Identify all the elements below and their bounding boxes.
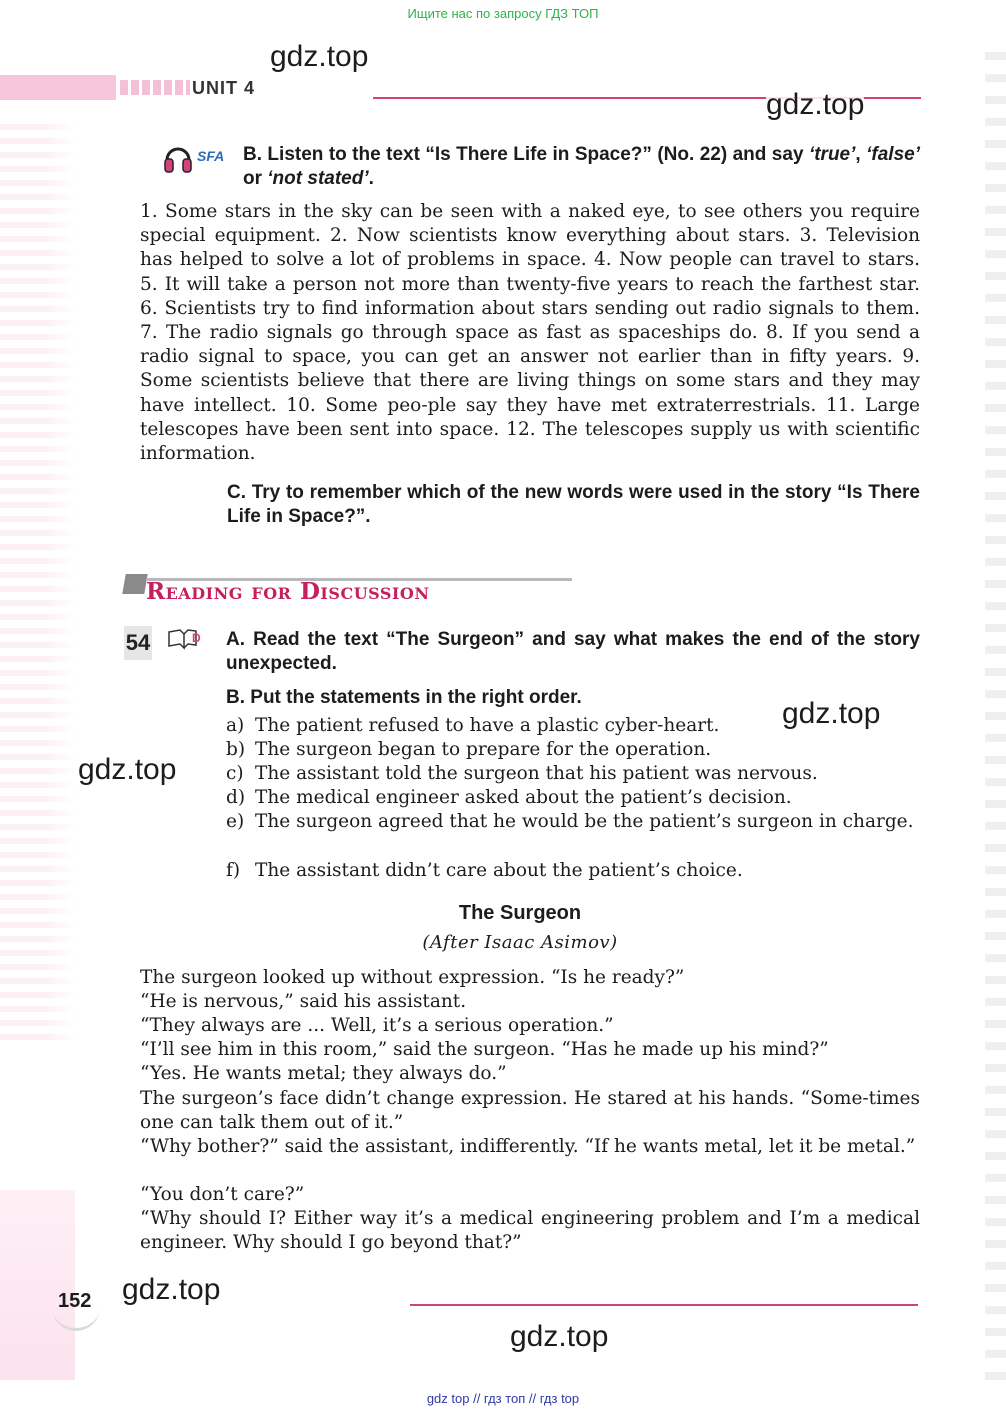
exercise-54b-heading: B. Put the statements in the right order. <box>226 687 582 708</box>
story-author: (After Isaac Asimov) <box>422 932 618 953</box>
page-number: 152 <box>58 1290 92 1312</box>
list-label: d) <box>226 787 246 808</box>
list-text: The patient refused to have a plastic cyber-heart. <box>255 715 720 736</box>
top-search-link[interactable]: Ищите нас по запросу ГДЗ ТОП <box>407 6 599 21</box>
list-item <box>226 786 920 810</box>
story-title: The Surgeon <box>458 902 582 924</box>
list-text: The surgeon agreed that he would be the patient’s surgeon in charge. <box>255 811 914 832</box>
headphones-icon <box>163 142 193 178</box>
story-line: “I’ll see him in this room,” said the surgeon. “Has he made up his mind?” <box>140 1039 829 1060</box>
list-item <box>226 762 920 786</box>
list-label: a) <box>226 715 245 736</box>
story-line: The surgeon looked up without expression. “Is he ready?” <box>140 967 685 988</box>
left-decorative-block <box>0 1190 75 1380</box>
list-label: e) <box>226 811 245 832</box>
bottom-links[interactable]: gdz top // гдз топ // гдз top <box>426 1391 580 1406</box>
story-line: “Yes. He wants metal; they always do.” <box>140 1063 507 1084</box>
list-label: c) <box>226 763 244 784</box>
list-text: The surgeon began to prepare for the operation. <box>255 739 712 760</box>
story-line: “Why bother?” said the assistant, indifferently. “If he wants metal, let it be metal.” <box>140 1136 916 1157</box>
exercise-54a-heading: A. Read the text “The Surgeon” and say what makes the end of the story unexpected. <box>226 629 920 674</box>
reading-book-icon <box>166 628 204 654</box>
exercise-number: 54 <box>124 626 152 660</box>
watermark: gdz.top <box>510 1320 609 1353</box>
unit-label: UNIT 4 <box>192 78 256 98</box>
right-decorative-pattern <box>985 40 1006 1380</box>
list-item <box>226 738 920 762</box>
list-item <box>226 714 920 738</box>
list-item <box>226 810 920 858</box>
unit-color-bar <box>0 75 116 100</box>
exercise-c-heading: C. Try to remember which of the new words were used in the story “Is There Life in Space?”. <box>227 482 920 527</box>
watermark: gdz.top <box>766 88 865 121</box>
list-label: f) <box>226 860 241 881</box>
section-marker <box>122 574 148 594</box>
story-line: “He is nervous,” said his assistant. <box>140 991 467 1012</box>
list-label: b) <box>226 739 246 760</box>
unit-dots-pattern <box>120 80 190 95</box>
section-title: Reading for Discussion <box>146 578 430 605</box>
story-line: “Why should I? Either way it’s a medical engineering problem and I’m a medical engineer. Why should I go beyond that?” <box>140 1208 920 1254</box>
list-text: The medical engineer asked about the patient’s decision. <box>255 787 792 808</box>
exercise-b-heading: B. Listen to the text “Is There Life in Space?” (No. 22) and say ‘true’, ‘false’ or ‘not stated’. <box>243 144 920 189</box>
watermark: gdz.top <box>782 697 881 730</box>
sfa-badge: SFA <box>197 148 225 164</box>
watermark: gdz.top <box>122 1273 221 1306</box>
story-line: “They always are ... Well, it’s a serious operation.” <box>140 1015 614 1036</box>
watermark: gdz.top <box>78 753 177 786</box>
left-decorative-pattern <box>0 120 75 1040</box>
svg-text:D: D <box>192 631 201 645</box>
story-line: “You don’t care?” <box>140 1184 305 1205</box>
footer-rule <box>410 1304 918 1306</box>
list-text: The assistant told the surgeon that his patient was nervous. <box>255 763 818 784</box>
list-item <box>226 859 920 883</box>
watermark: gdz.top <box>270 40 369 73</box>
exercise-b-text: 1. Some stars in the sky can be seen with a naked eye, to see others you require special equipment. 2. Now scientists know everything about stars. 3. Television has helped to solve a lot of problems in space. 4. Now people can travel to stars. 5. It will take a person not more than twenty-five years to reach the farthest star. 6. Scientists try to find information about stars sending out radio signals to them. 7. The radio signals go through space as fast as spaceships do. 8. If you send a radio signal to space, you can get an answer not earlier than in fifty years. 9. Some scientists believe that there are living things on some stars and they may have intellect. 10. Some peo-ple say they have met extraterrestrials. 11. Large telescopes have been sent into space. 12. The telescopes supply us with scientific information. <box>140 201 920 465</box>
list-text: The assistant didn’t care about the patient’s choice. <box>255 860 743 881</box>
story-line: The surgeon’s face didn’t change expression. He stared at his hands. “Some-times one can talk them out of it.” <box>140 1088 920 1134</box>
